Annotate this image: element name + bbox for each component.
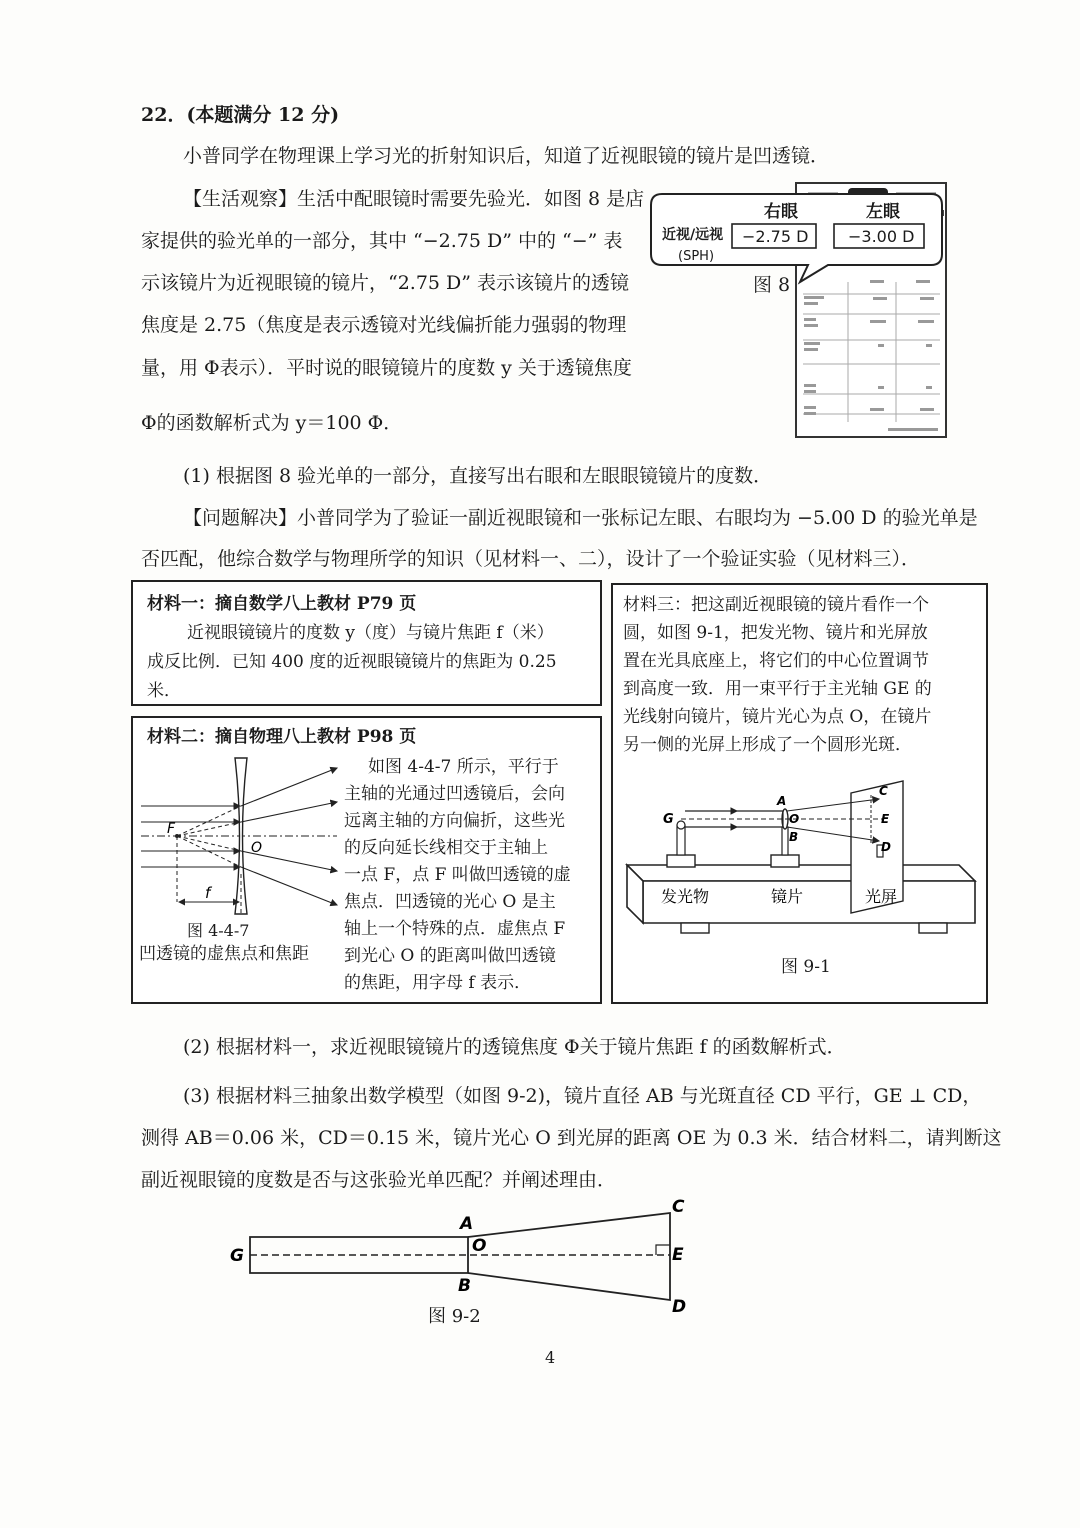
material-2-fig-subcaption: 凹透镜的虚焦点和焦距 <box>139 944 309 964</box>
observation-line: 【生活观察】生活中配眼镜时需要先验光．如图 8 是店 <box>183 188 645 210</box>
figure-9-1-caption: 图 9-1 <box>781 957 831 977</box>
material-2-line: 如图 4-4-7 所示，平行于 <box>368 757 559 777</box>
material-2-fig-caption: 图 4-4-7 <box>187 921 250 940</box>
col-right-eye: 右眼 <box>764 202 798 222</box>
focal-length-label: f <box>205 884 211 902</box>
material-2-line: 的焦距，用字母 f 表示． <box>344 973 532 993</box>
problem-line: 否匹配，他综合数学与物理所学的知识（见材料一、二），设计了一个验证实验（见材料三）． <box>141 548 921 570</box>
bench-label-source: 发光物 <box>661 887 710 906</box>
material-1-title: 材料一：摘自数学八上教材 P79 页 <box>147 594 417 614</box>
row-label: 近视/远视 <box>662 227 724 243</box>
label-D: D <box>672 1297 687 1317</box>
observation-line: Φ的函数解析式为 y＝100 Φ． <box>141 412 403 434</box>
question-header: 22．(本题满分 12 分) <box>141 104 340 126</box>
bench-label-lens: 镜片 <box>771 887 804 906</box>
problem-line: 【问题解决】小普同学为了验证一副近视眼镜和一张标记左眼、右眼均为 −5.00 D 的验光单是 <box>183 507 978 529</box>
material-2-title: 材料二：摘自物理八上教材 P98 页 <box>147 727 417 747</box>
label-B: B <box>789 830 799 844</box>
material-2-line: 主轴的光通过凹透镜后，会向 <box>344 784 565 804</box>
material-2-line: 轴上一个特殊的点．虚焦点 F <box>344 919 566 939</box>
figure-8 <box>648 182 948 438</box>
material-1-line: 近视眼镜镜片的度数 y（度）与镜片焦距 f（米） <box>187 623 554 643</box>
observation-line: 示该镜片为近视眼镜的镜片，“2.75 D” 表示该镜片的透镜 <box>141 272 630 294</box>
page-number: 4 <box>545 1348 556 1367</box>
material-3-line: 到高度一致．用一束平行于主光轴 GE 的 <box>623 679 932 699</box>
col-left-eye: 左眼 <box>866 202 900 222</box>
material-3-line: 材料三：把这副近视眼镜的镜片看作一个 <box>623 595 929 615</box>
material-2-line: 焦点．凹透镜的光心 O 是主 <box>344 892 556 912</box>
material-2-box <box>131 716 602 1004</box>
label-O: O <box>789 812 800 826</box>
material-2-line: 到光心 O 的距离叫做凹透镜 <box>344 946 556 966</box>
material-3-box <box>611 583 988 1004</box>
observation-line: 量，用 Φ表示）．平时说的眼镜镜片的度数 y 关于透镜焦度 <box>141 357 632 379</box>
question-3-line: 副近视眼镜的度数是否与这张验光单匹配？并阐述理由． <box>141 1169 617 1191</box>
question-1: (1) 根据图 8 验光单的一部分，直接写出右眼和左眼眼镜镜片的度数． <box>183 465 773 487</box>
left-eye-value: −3.00 D <box>848 227 915 246</box>
prescription-form-drawing <box>648 182 948 438</box>
optical-center-label: O <box>251 840 263 856</box>
observation-line: 家提供的验光单的一部分，其中 “−2.75 D” 中的 “−” 表 <box>141 230 623 252</box>
material-3-line: 置在光具底座上，将它们的中心位置调节 <box>623 651 929 671</box>
figure-8-caption: 图 8 <box>753 274 791 296</box>
material-3-line: 圆，如图 9-1，把发光物、镜片和光屏放 <box>623 623 928 643</box>
row-sublabel: (SPH) <box>678 249 715 264</box>
label-A: A <box>460 1214 474 1234</box>
material-3-line: 另一侧的光屏上形成了一个圆形光斑． <box>623 735 912 755</box>
optical-bench-diagram <box>619 775 981 950</box>
question-3-line: 测得 AB＝0.06 米，CD＝0.15 米，镜片光心 O 到光屏的距离 OE 为 0.3 米．结合材料二，请判断这 <box>141 1127 1002 1149</box>
material-1-line: 米． <box>147 681 181 701</box>
intro-text: 小普同学在物理课上学习光的折射知识后，知道了近视眼镜的镜片是凹透镜． <box>183 145 830 167</box>
question-3-line: (3) 根据材料三抽象出数学模型（如图 9-2)，镜片直径 AB 与光斑直径 CD 平行，GE ⊥ CD， <box>183 1085 982 1107</box>
material-3-line: 光线射向镜片，镜片光心为点 O，在镜片 <box>623 707 932 727</box>
label-B: B <box>458 1276 471 1296</box>
label-G: G <box>663 812 674 827</box>
label-C: C <box>672 1197 685 1217</box>
label-E: E <box>672 1245 684 1265</box>
bench-label-screen: 光屏 <box>865 887 898 906</box>
label-C: C <box>879 784 888 798</box>
material-2-line: 一点 F，点 F 叫做凹透镜的虚 <box>344 865 571 885</box>
label-D: D <box>881 840 891 854</box>
material-1-line: 成反比例．已知 400 度的近视眼镜镜片的焦距为 0.25 <box>147 652 557 672</box>
figure-9-2 <box>226 1196 696 1324</box>
material-1-box <box>131 580 602 706</box>
label-E: E <box>881 812 890 826</box>
figure-9-2-caption: 图 9-2 <box>428 1306 481 1327</box>
concave-lens-diagram <box>137 754 342 924</box>
question-2: (2) 根据材料一，求近视眼镜镜片的透镜焦度 Φ关于镜片焦距 f 的函数解析式． <box>183 1036 846 1058</box>
label-A: A <box>777 794 787 808</box>
material-2-line: 的反向延长线相交于主轴上 <box>344 838 548 858</box>
focus-label: F <box>167 821 176 837</box>
right-eye-value: −2.75 D <box>742 227 809 246</box>
label-G: G <box>230 1246 244 1266</box>
observation-line: 焦度是 2.75（焦度是表示透镜对光线偏折能力强弱的物理 <box>141 314 627 336</box>
label-O: O <box>472 1236 487 1256</box>
material-2-line: 远离主轴的方向偏折，这些光 <box>344 811 565 831</box>
